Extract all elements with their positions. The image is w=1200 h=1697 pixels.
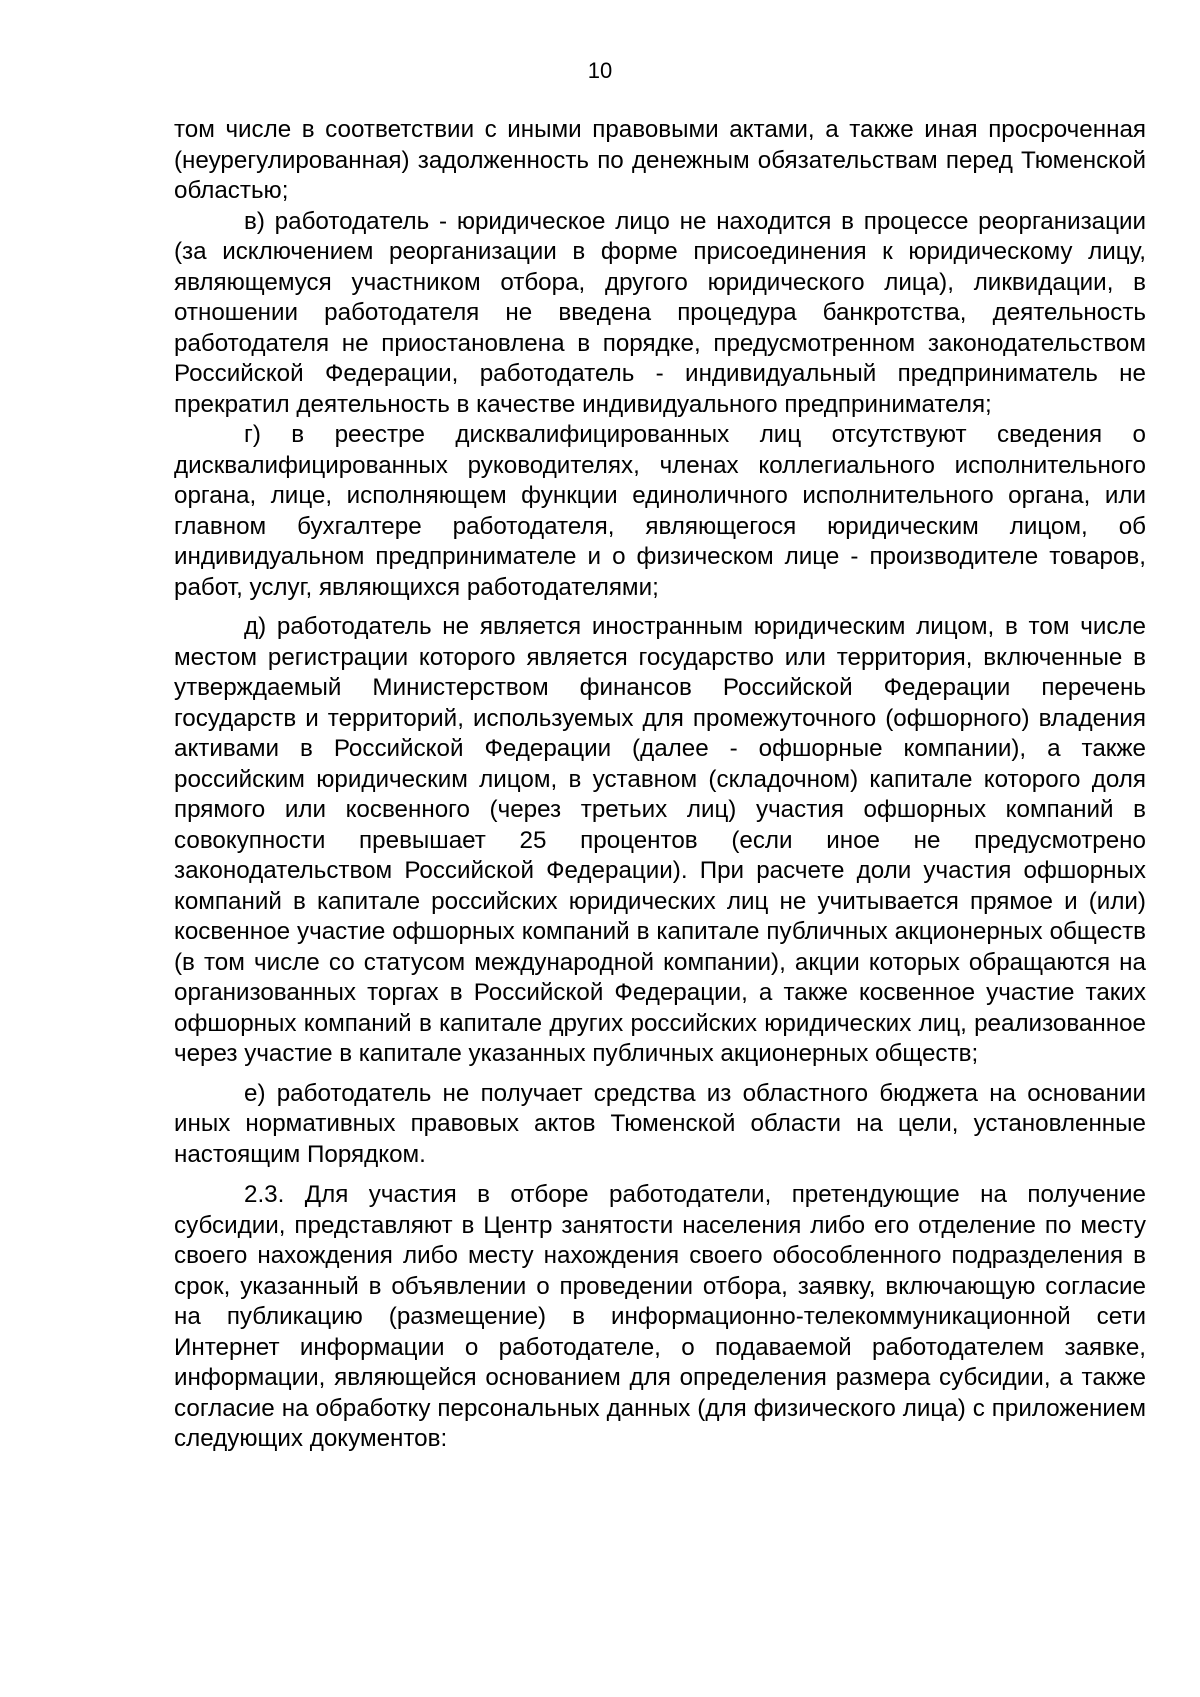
paragraph-item-d: д) работодатель не является иностранным юридическим лицом, в том числе местом регистрации которого является государство или территория, включенные в утверждаемый Министерством финансов Российской Федерации перечень государств и территорий, используемых для промежуточного (офшорного) владения активами в Российской Федерации (далее - офшорные компании), а также российским юридическим лицом, в уставном (складочном) капитале которого доля прямого или косвенного (через третьих лиц) участия офшорных компаний в совокупности превышает 25 процентов (если иное не предусмотрено законодательством Российской Федерации). При расчете доли участия офшорных компаний в капитале российских юридических лиц не учитывается прямое и (или) косвенное участие офшорных компаний в капитале публичных акционерных обществ (в том числе со статусом международной компании), акции которых обращаются на организованных торгах в Российской Федерации, а также косвенное участие таких офшорных компаний в капитале других российских юридических лиц, реализованное через участие в капитале указанных публичных акционерных обществ; bbox=[174, 613, 1146, 1067]
paragraph-continuation: том числе в соответствии с иными правовыми актами, а также иная просроченная (неурегулированная) задолженность по денежным обязательствам перед Тюменской областью; bbox=[174, 116, 1146, 204]
paragraph-section-2-3: 2.3. Для участия в отборе работодатели, претендующие на получение субсидии, представляют в Центр занятости населения либо его отделение по месту своего нахождения либо месту нахождения своего обособленного подразделения в срок, указанный в объявлении о проведении отбора, заявку, включающую согласие на публикацию (размещение) в информационно-телекоммуникационной сети Интернет информации о работодателе, о подаваемой работодателем заявке, информации, являющейся основанием для определения размера субсидии, а также согласие на обработку персональных данных (для физического лица) с приложением следующих документов: bbox=[174, 1181, 1146, 1452]
document-body bbox=[174, 115, 1146, 1455]
paragraph-item-g: г) в реестре дисквалифицированных лиц отсутствуют сведения о дисквалифицированных руководителях, членах коллегиального исполнительного органа, лице, исполняющем функции единоличного исполнительного органа, или главном бухгалтере работодателя, являющегося юридическим лицом, об индивидуальном предпринимателе и о физическом лице - производителе товаров, работ, услуг, являющихся работодателями; bbox=[174, 421, 1146, 601]
paragraph-item-v: в) работодатель - юридическое лицо не находится в процессе реорганизации (за исключением реорганизации в форме присоединения к юридическому лицу, являющемуся участником отбора, другого юридического лица), ликвидации, в отношении работодателя не введена процедура банкротства, деятельность работодателя не приостановлена в порядке, предусмотренном законодательством Российской Федерации, работодатель - индивидуальный предприниматель не прекратил деятельность в качестве индивидуального предпринимателя; bbox=[174, 207, 1146, 418]
paragraph-item-e: е) работодатель не получает средства из областного бюджета на основании иных нормативных правовых актов Тюменской области на цели, установленные настоящим Порядком. bbox=[174, 1079, 1146, 1168]
page-number: 10 bbox=[587, 58, 613, 83]
